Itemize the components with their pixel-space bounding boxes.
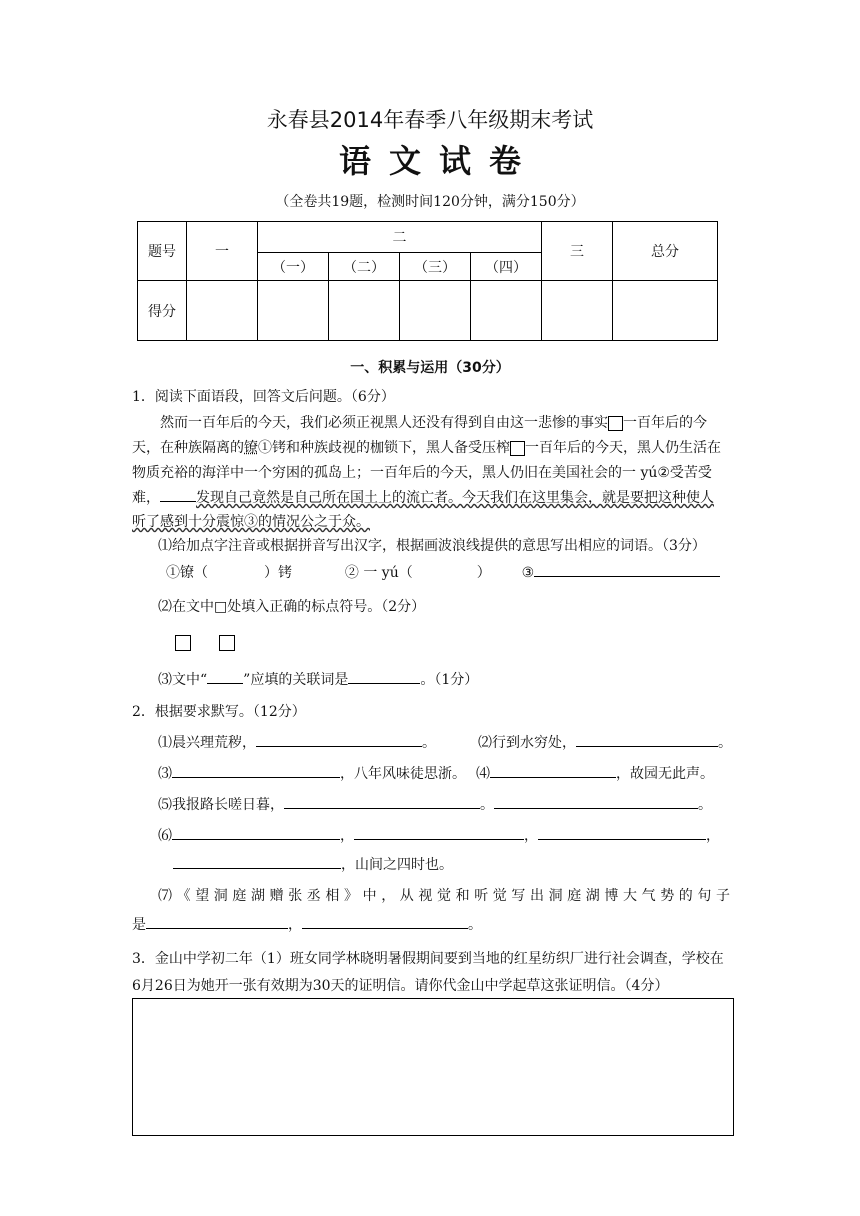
subject-title: 语文试卷: [338, 142, 539, 180]
score-cell[interactable]: [400, 281, 471, 341]
table-row-label-number: 题号: [138, 222, 187, 281]
q1-sub1-answers: ①镣（ ）铐 ② 一 yú（ ） ③: [166, 562, 720, 582]
recite-item-2: ⑵行到水穷处， 。: [478, 732, 732, 752]
conjunction-blank[interactable]: [160, 487, 196, 502]
recite-item-4: ⑷ ，故园无此声。: [476, 763, 714, 783]
q1-sub1: ⑴给加点字注音或根据拼音写出汉字，根据画波浪线提供的意思写出相应的词语。（3分）: [158, 538, 706, 554]
answer-blank[interactable]: [490, 763, 616, 778]
recite-item-1: ⑴晨兴理荒秽， 。: [158, 732, 436, 752]
answer-blank[interactable]: [146, 914, 288, 929]
q1-sub3: ⑶文中“ ”应填的关联词是 。（1分）: [158, 669, 478, 689]
exam-title: 永春县2014年春季八年级期末考试: [266, 108, 594, 132]
recite-item-7-cont: 是 ， 。: [132, 914, 482, 934]
col-part2-sub3: （三）: [400, 253, 471, 281]
col-part2: 二: [258, 222, 542, 253]
answer-blank[interactable]: [348, 669, 420, 684]
col-part2-sub4: （四）: [471, 253, 542, 281]
question-3-prompt: 3．金山中学初二年（1）班女同学林晓明暑假期间要到当地的红星纺织厂进行社会调查，学校在: [132, 951, 724, 967]
passage-line: 物质充裕的海洋中一个穷困的孤岛上；一百年后的今天，黑人仍旧在美国社会的一 yú②受苦受: [132, 465, 712, 481]
question-3-prompt-cont: 6月26日为她开一张有效期为30天的证明信。请你代金山中学起草这张证明信。（4分）: [132, 978, 669, 994]
score-table: [137, 221, 718, 341]
recite-item-3: ⑶ ，八年风味徒思浙。: [158, 763, 466, 783]
answer-blank[interactable]: [302, 914, 468, 929]
answer-box-small[interactable]: [219, 632, 235, 651]
question-2-prompt: 2．根据要求默写。（12分）: [132, 704, 306, 720]
score-cell[interactable]: [542, 281, 613, 341]
answer-blank[interactable]: [172, 763, 340, 778]
answer-blank[interactable]: [534, 562, 720, 577]
recite-item-5: ⑸我报路长嗟日暮， 。 。: [158, 794, 712, 814]
score-cell[interactable]: [187, 281, 258, 341]
score-cell[interactable]: [329, 281, 400, 341]
section-heading: 一、积累与运用（30分）: [350, 360, 510, 376]
recite-item-7: ⑺《望洞庭湖赠张丞相》中，从视觉和听觉写出洞庭湖博大气势的句子: [158, 888, 735, 904]
passage-line: 难， 发现自己竟然是自己所在国土上的流亡者。今天我们在这里集会，就是要把这种使人: [132, 487, 714, 507]
answer-blank[interactable]: [207, 669, 243, 684]
score-cell[interactable]: [471, 281, 542, 341]
col-part3: 三: [542, 222, 613, 281]
col-total: 总分: [613, 222, 718, 281]
dotted-char: 镣: [244, 440, 258, 456]
certificate-answer-box[interactable]: [132, 998, 734, 1136]
recite-item-6: ⑹ ， ， ，: [158, 825, 720, 845]
passage-line: 然而一百年后的今天，我们必须正视黑人还没有得到自由这一悲惨的事实 一百年后的今: [160, 415, 707, 431]
score-cell[interactable]: [258, 281, 329, 341]
answer-blank[interactable]: [494, 794, 698, 809]
col-part2-sub2: （二）: [329, 253, 400, 281]
question-1-prompt: 1．阅读下面语段，回答文后问题。（6分）: [132, 389, 395, 405]
answer-blank[interactable]: [284, 794, 480, 809]
recite-item-6-cont: ，山间之四时也。: [173, 854, 453, 874]
answer-blank[interactable]: [173, 854, 341, 869]
passage-line: 听了感到十分震惊③的情况公之于众。: [132, 514, 370, 530]
table-row-label-score: 得分: [138, 281, 187, 341]
answer-blank[interactable]: [538, 825, 706, 840]
col-part2-sub1: （一）: [258, 253, 329, 281]
exam-info: （全卷共19题，检测时间120分钟，满分150分）: [275, 194, 585, 210]
punct-box[interactable]: [608, 416, 623, 431]
score-cell[interactable]: [613, 281, 718, 341]
answer-blank[interactable]: [354, 825, 524, 840]
passage-line: 天，在种族隔离的镣①铐和种族歧视的枷锁下，黑人备受压榨 一百年后的今天，黑人仍生活在: [132, 440, 721, 456]
answer-box-small[interactable]: [175, 632, 191, 651]
answer-blank[interactable]: [256, 732, 422, 747]
punct-box[interactable]: [510, 441, 525, 456]
answer-blank[interactable]: [172, 825, 340, 840]
q1-sub2: ⑵在文中□处填入正确的标点符号。（2分）: [158, 599, 426, 615]
answer-blank[interactable]: [576, 732, 718, 747]
col-part1: 一: [187, 222, 258, 281]
